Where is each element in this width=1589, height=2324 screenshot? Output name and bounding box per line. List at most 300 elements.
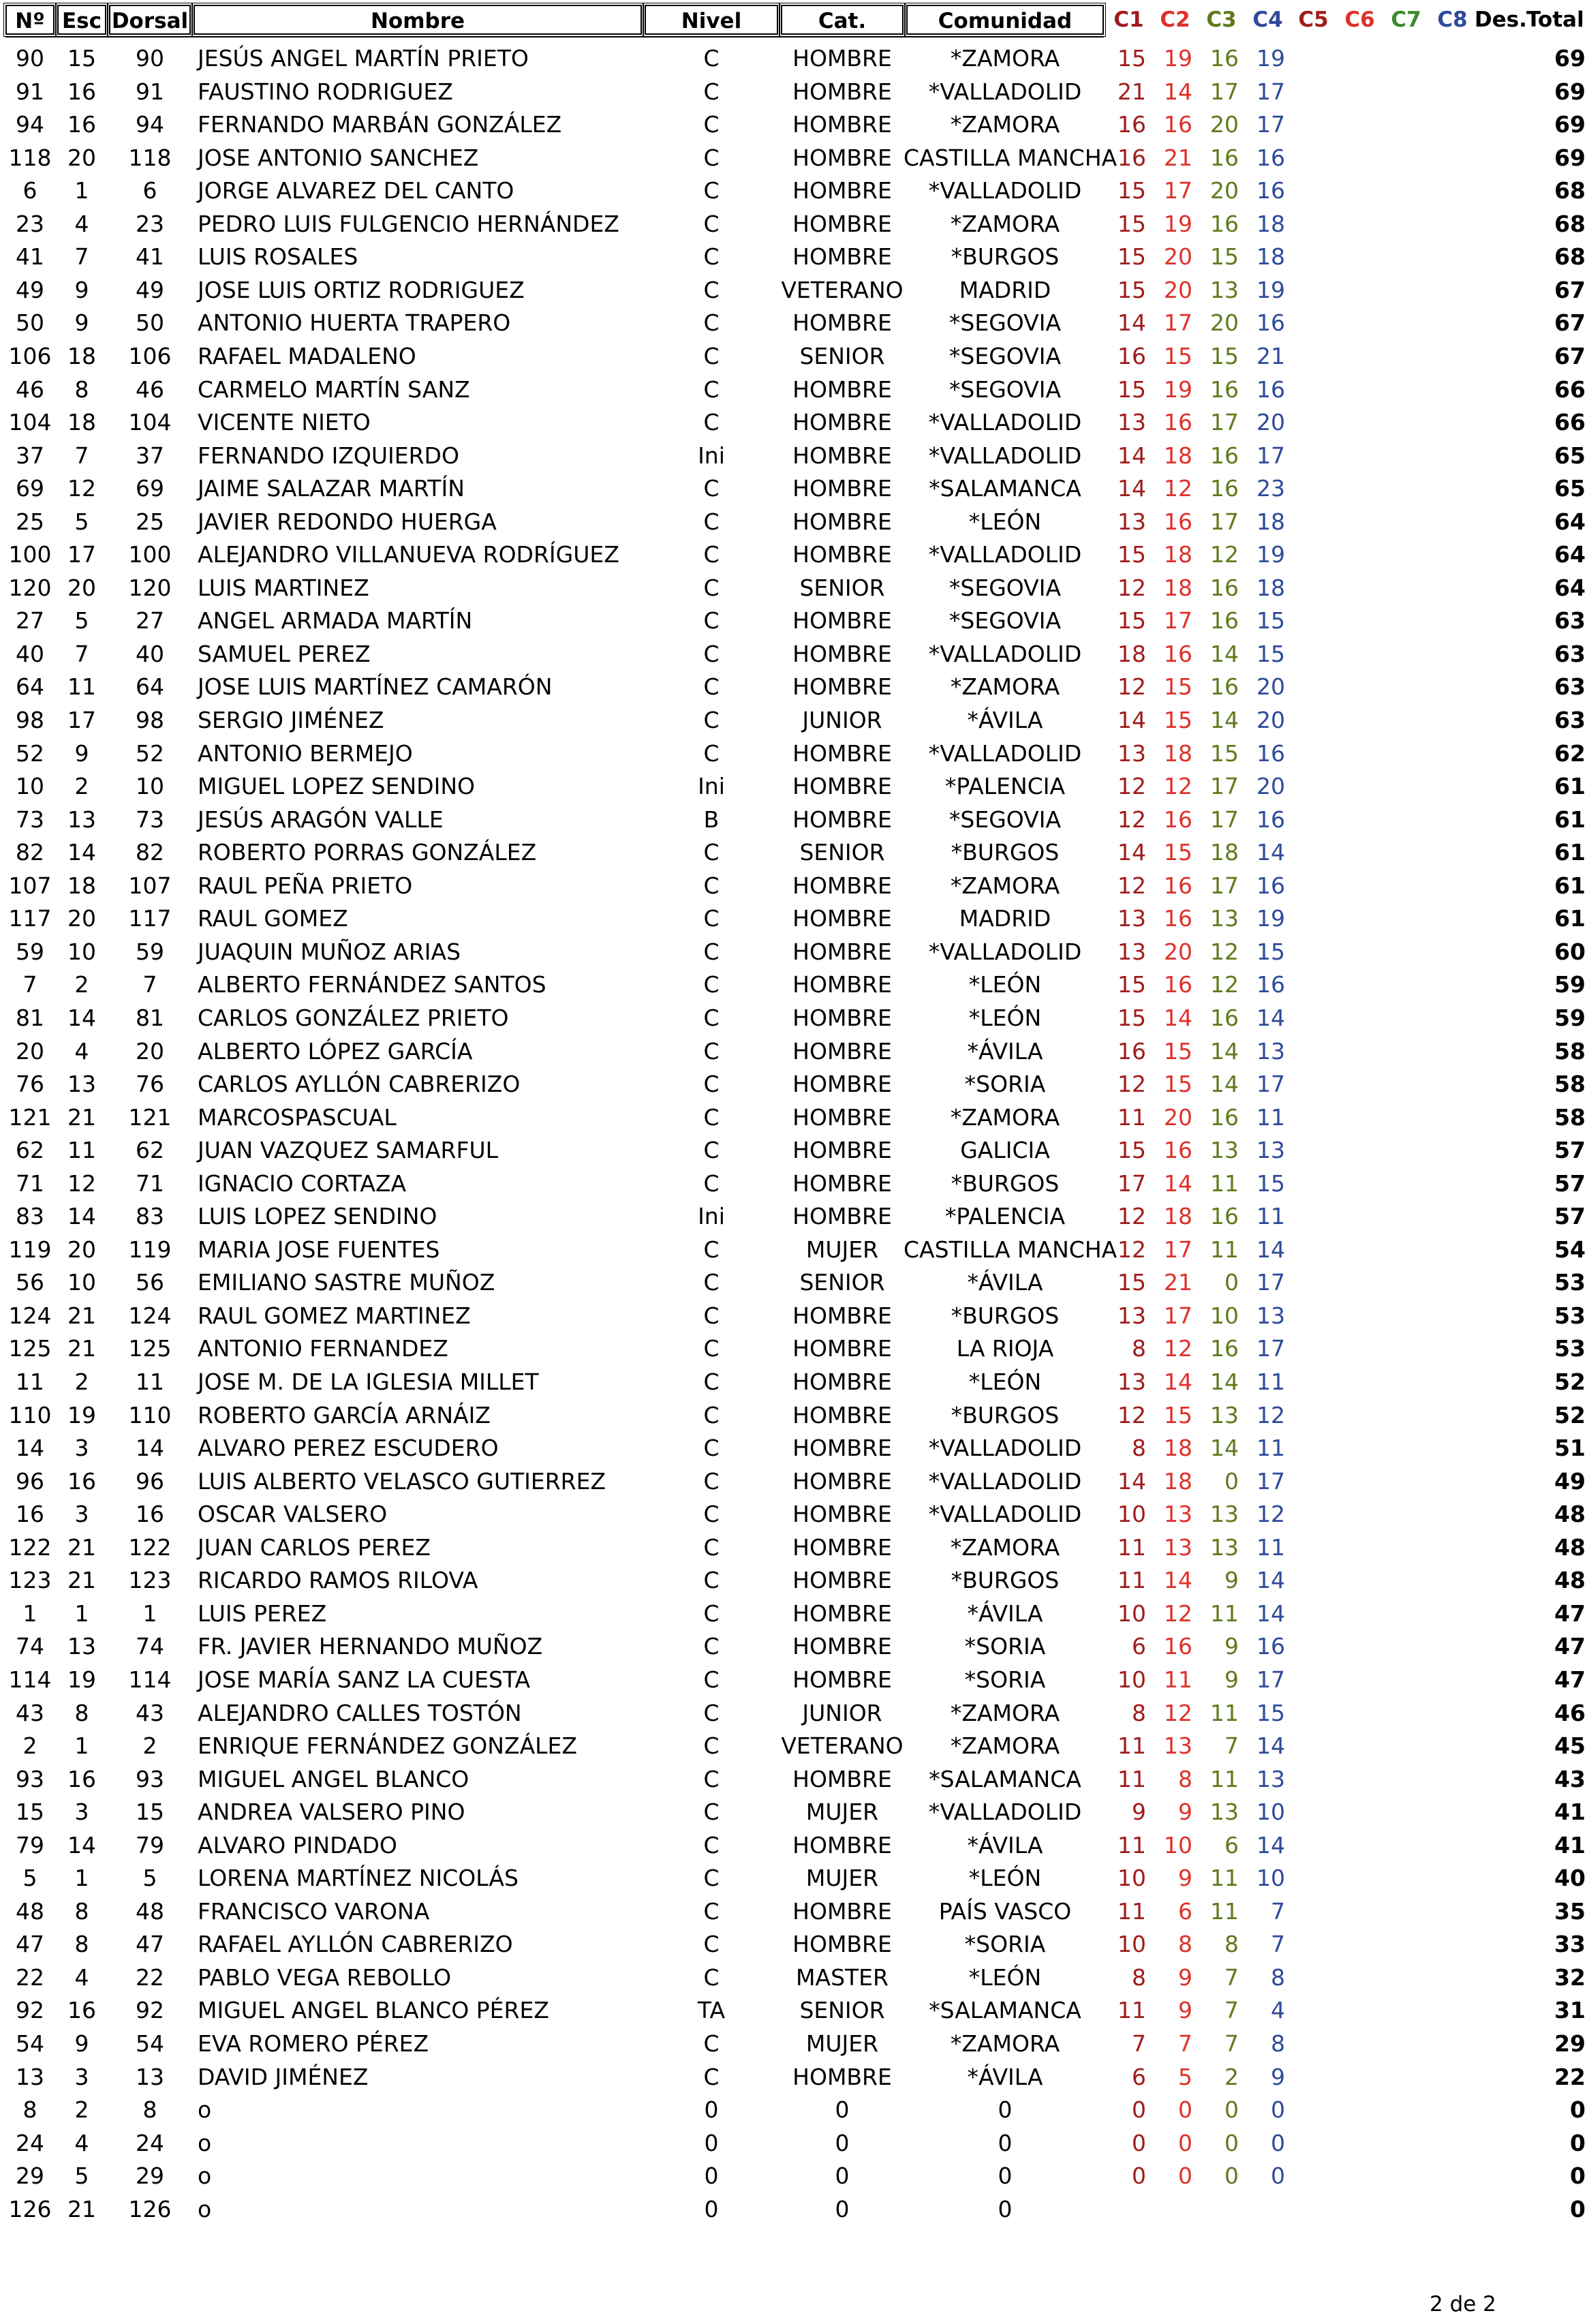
- cell-dorsal: 14: [136, 1435, 164, 1462]
- cell-nivel: C: [703, 1269, 720, 1296]
- cell-c3: 12: [1210, 938, 1239, 965]
- cell-nivel: C: [703, 78, 720, 105]
- cell-cat: HOMBRE: [792, 475, 892, 502]
- cell-dorsal: 76: [136, 1071, 164, 1098]
- cell-c3: 11: [1210, 1699, 1239, 1726]
- cell-esc: 12: [67, 1169, 96, 1197]
- cell-dorsal: 123: [128, 1567, 172, 1594]
- cell-c2: 20: [1164, 938, 1192, 965]
- cell-nombre: RAUL GOMEZ MARTINEZ: [198, 1302, 471, 1329]
- cell-c2: 16: [1164, 640, 1192, 667]
- cell-total: 49: [1554, 1467, 1586, 1495]
- cell-total: 60: [1554, 938, 1586, 965]
- cell-c1: 6: [1132, 1633, 1146, 1660]
- cell-c4: 16: [1256, 739, 1285, 767]
- cell-c4: 15: [1256, 938, 1285, 965]
- cell-cat: HOMBRE: [792, 1071, 892, 1098]
- cell-esc: 13: [67, 1633, 96, 1660]
- cell-c4: 17: [1256, 111, 1285, 138]
- cell-comunidad: PAÍS VASCO: [938, 1897, 1072, 1925]
- cell-dorsal: 5: [142, 1865, 157, 1892]
- cell-comunidad: *ÁVILA: [967, 707, 1043, 733]
- cell-c3: 7: [1224, 1963, 1239, 1991]
- cell-c1: 8: [1132, 1435, 1146, 1462]
- table-row: [0, 804, 1586, 837]
- table-row: [0, 1597, 1586, 1631]
- cell-dorsal: 22: [136, 1963, 164, 1991]
- cell-esc: 1: [74, 1600, 89, 1627]
- cell-c2: 17: [1164, 177, 1192, 204]
- cell-cat: MUJER: [805, 1799, 879, 1826]
- table-row: [0, 2193, 1586, 2227]
- cell-cat: HOMBRE: [792, 739, 892, 767]
- cell-esc: 7: [74, 640, 89, 667]
- table-row: [0, 506, 1586, 539]
- cell-cat: HOMBRE: [792, 1633, 892, 1660]
- cell-total: 69: [1554, 111, 1586, 138]
- cell-dorsal: 16: [136, 1501, 164, 1528]
- cell-dorsal: 43: [136, 1699, 164, 1726]
- cell-n: 43: [16, 1699, 44, 1726]
- cell-dorsal: 13: [136, 2063, 164, 2090]
- header-c2: C2: [1160, 7, 1190, 32]
- cell-nivel: C: [703, 144, 720, 171]
- cell-nombre: ANTONIO BERMEJO: [198, 739, 413, 767]
- cell-c3: 16: [1210, 210, 1239, 237]
- cell-esc: 3: [74, 1799, 89, 1826]
- cell-nivel: C: [703, 2063, 720, 2090]
- cell-esc: 7: [74, 243, 89, 271]
- cell-c4: 15: [1256, 1699, 1285, 1726]
- cell-c2: 19: [1164, 210, 1192, 237]
- cell-comunidad: *ZAMORA: [950, 673, 1060, 701]
- cell-c2: 12: [1164, 475, 1192, 502]
- cell-n: 90: [16, 45, 44, 72]
- cell-cat: HOMBRE: [792, 1533, 892, 1561]
- cell-total: 68: [1554, 243, 1586, 271]
- cell-nombre: LUIS LOPEZ SENDINO: [198, 1203, 437, 1230]
- cell-total: 22: [1554, 2063, 1586, 2090]
- cell-esc: 16: [67, 1997, 96, 2024]
- cell-c3: 0: [1224, 2129, 1239, 2156]
- cell-dorsal: 41: [136, 243, 164, 271]
- cell-c1: 6: [1132, 2063, 1146, 2090]
- cell-dorsal: 15: [136, 1799, 164, 1826]
- cell-c2: 15: [1164, 673, 1192, 701]
- cell-nivel: C: [703, 508, 720, 535]
- cell-nombre: MARCOSPASCUAL: [198, 1103, 397, 1131]
- cell-nivel: C: [703, 1071, 720, 1098]
- cell-c4: 11: [1256, 1435, 1285, 1462]
- header-c4: C4: [1252, 7, 1283, 32]
- cell-c1: 13: [1117, 508, 1146, 535]
- cell-cat: HOMBRE: [792, 376, 892, 403]
- cell-cat: HOMBRE: [792, 1765, 892, 1792]
- cell-nombre: PABLO VEGA REBOLLO: [198, 1963, 452, 1991]
- cell-c4: 13: [1256, 1765, 1285, 1792]
- header-c1: C1: [1113, 7, 1144, 32]
- cell-c1: 10: [1117, 1501, 1146, 1528]
- table-row: [0, 1895, 1586, 1929]
- cell-nivel: C: [703, 276, 720, 303]
- cell-c3: 13: [1210, 1137, 1239, 1164]
- cell-n: 47: [16, 1931, 44, 1958]
- cell-c4: 8: [1271, 1963, 1285, 1991]
- cell-comunidad: *VALLADOLID: [928, 442, 1082, 469]
- cell-comunidad: *ZAMORA: [950, 111, 1060, 138]
- cell-c1: 12: [1117, 1071, 1146, 1098]
- cell-comunidad: 0: [998, 2129, 1013, 2156]
- header-divider: [5, 36, 1104, 37]
- cell-c1: 18: [1117, 640, 1146, 667]
- cell-cat: HOMBRE: [792, 1037, 892, 1065]
- cell-nivel: C: [703, 177, 720, 204]
- cell-nivel: C: [703, 210, 720, 237]
- cell-nivel: C: [703, 1169, 720, 1197]
- table-row: [0, 1332, 1586, 1366]
- cell-nivel: C: [703, 243, 720, 271]
- table-row: [0, 1564, 1586, 1597]
- cell-nombre: JUAN CARLOS PEREZ: [198, 1533, 431, 1561]
- cell-comunidad: *BURGOS: [951, 1401, 1060, 1428]
- cell-n: 104: [8, 409, 52, 436]
- table-row: [0, 2061, 1586, 2094]
- cell-c4: 14: [1256, 1732, 1285, 1760]
- cell-dorsal: 90: [136, 45, 164, 72]
- cell-c3: 0: [1224, 1467, 1239, 1495]
- cell-esc: 3: [74, 2063, 89, 2090]
- cell-c3: 13: [1210, 1533, 1239, 1561]
- cell-total: 57: [1554, 1137, 1586, 1164]
- cell-c2: 18: [1164, 541, 1192, 568]
- cell-c4: 17: [1256, 78, 1285, 105]
- cell-esc: 16: [67, 78, 96, 105]
- cell-cat: HOMBRE: [792, 1567, 892, 1594]
- cell-n: 23: [16, 210, 44, 237]
- cell-total: 53: [1554, 1302, 1586, 1329]
- cell-esc: 1: [74, 1732, 89, 1760]
- cell-c4: 14: [1256, 1831, 1285, 1859]
- cell-c4: 18: [1256, 508, 1285, 535]
- cell-comunidad: 0: [998, 2162, 1013, 2190]
- table-row: [0, 737, 1586, 771]
- cell-c3: 16: [1210, 574, 1239, 601]
- cell-esc: 13: [67, 806, 96, 833]
- cell-total: 58: [1554, 1071, 1586, 1098]
- cell-c2: 15: [1164, 1071, 1192, 1098]
- cell-dorsal: 46: [136, 376, 164, 403]
- cell-c4: 17: [1256, 1335, 1285, 1362]
- cell-c4: 15: [1256, 607, 1285, 634]
- cell-nombre: CARLOS AYLLÓN CABRERIZO: [198, 1071, 521, 1098]
- cell-esc: 8: [74, 376, 89, 403]
- cell-c3: 0: [1224, 2096, 1239, 2124]
- page-number: 2 de 2: [1430, 2292, 1496, 2317]
- cell-total: 61: [1554, 773, 1586, 800]
- cell-nivel: C: [703, 45, 720, 72]
- cell-total: 65: [1554, 442, 1586, 469]
- cell-esc: 3: [74, 1435, 89, 1462]
- cell-c3: 11: [1210, 1865, 1239, 1892]
- cell-c3: 9: [1224, 1633, 1239, 1660]
- table-row: [0, 1763, 1586, 1796]
- header-total: Total: [1526, 7, 1584, 32]
- cell-c3: 11: [1210, 1169, 1239, 1197]
- header-c8: C8: [1437, 7, 1468, 32]
- cell-c4: 11: [1256, 1533, 1285, 1561]
- cell-esc: 4: [74, 1037, 89, 1065]
- cell-c1: 10: [1117, 1666, 1146, 1693]
- cell-n: 27: [16, 607, 44, 634]
- cell-c3: 13: [1210, 276, 1239, 303]
- cell-esc: 13: [67, 1071, 96, 1098]
- cell-esc: 16: [67, 111, 96, 138]
- cell-comunidad: *VALLADOLID: [928, 1799, 1082, 1826]
- cell-cat: SENIOR: [799, 1997, 885, 2024]
- cell-nombre: JORGE ALVAREZ DEL CANTO: [198, 177, 514, 204]
- cell-c4: 19: [1256, 905, 1285, 932]
- cell-esc: 21: [67, 1302, 96, 1329]
- cell-cat: HOMBRE: [792, 1169, 892, 1197]
- cell-n: 8: [22, 2096, 37, 2124]
- cell-c1: 12: [1117, 1401, 1146, 1428]
- cell-c3: 16: [1210, 1335, 1239, 1362]
- cell-c2: 18: [1164, 442, 1192, 469]
- cell-n: 122: [8, 1533, 52, 1561]
- cell-comunidad: *ZAMORA: [950, 1103, 1060, 1131]
- cell-nombre: IGNACIO CORTAZA: [198, 1169, 407, 1197]
- cell-nivel: C: [703, 309, 720, 337]
- cell-c3: 15: [1210, 243, 1239, 271]
- cell-c1: 11: [1117, 1567, 1146, 1594]
- cell-nivel: C: [703, 938, 720, 965]
- cell-c3: 14: [1210, 1435, 1239, 1462]
- cell-comunidad: *BURGOS: [951, 1169, 1060, 1197]
- cell-c4: 20: [1256, 673, 1285, 701]
- cell-cat: HOMBRE: [792, 1666, 892, 1693]
- table-row: [0, 836, 1586, 870]
- cell-comunidad: *VALLADOLID: [928, 541, 1082, 568]
- cell-dorsal: 91: [136, 78, 164, 105]
- cell-c3: 10: [1210, 1302, 1239, 1329]
- cell-cat: HOMBRE: [792, 1467, 892, 1495]
- cell-total: 47: [1554, 1666, 1586, 1693]
- table-row: [0, 1465, 1586, 1499]
- cell-nombre: RAFAEL MADALENO: [198, 342, 416, 369]
- cell-total: 61: [1554, 905, 1586, 932]
- cell-c4: 4: [1271, 1997, 1285, 2024]
- cell-total: 41: [1554, 1799, 1586, 1826]
- cell-c4: 19: [1256, 541, 1285, 568]
- cell-c2: 10: [1164, 1831, 1192, 1859]
- cell-cat: 0: [835, 2096, 850, 2124]
- cell-n: 2: [22, 1732, 37, 1760]
- cell-esc: 2: [74, 1369, 89, 1395]
- cell-c3: 7: [1224, 1997, 1239, 2024]
- cell-total: 35: [1554, 1897, 1586, 1925]
- cell-comunidad: LA RIOJA: [956, 1335, 1054, 1362]
- cell-comunidad: *VALLADOLID: [928, 1467, 1082, 1495]
- cell-c1: 11: [1117, 1897, 1146, 1925]
- cell-c2: 15: [1164, 707, 1192, 733]
- cell-n: 119: [8, 1236, 52, 1263]
- cell-dorsal: 1: [142, 1600, 157, 1627]
- cell-n: 59: [16, 938, 44, 965]
- cell-c3: 6: [1224, 1831, 1239, 1859]
- cell-total: 53: [1554, 1269, 1586, 1296]
- cell-nivel: Ini: [698, 442, 725, 469]
- table-row: [0, 406, 1586, 440]
- cell-c1: 15: [1117, 276, 1146, 303]
- cell-comunidad: *SEGOVIA: [948, 806, 1062, 833]
- cell-comunidad: *PALENCIA: [944, 1203, 1066, 1230]
- cell-cat: HOMBRE: [792, 1137, 892, 1164]
- cell-c1: 11: [1117, 1533, 1146, 1561]
- cell-comunidad: *BURGOS: [951, 839, 1060, 866]
- cell-c2: 20: [1164, 1103, 1192, 1131]
- cell-c1: 10: [1117, 1600, 1146, 1627]
- cell-nombre: ANDREA VALSERO PINO: [198, 1799, 465, 1826]
- cell-total: 61: [1554, 839, 1586, 866]
- cell-nivel: C: [703, 1732, 720, 1760]
- cell-nivel: C: [703, 1897, 720, 1925]
- cell-comunidad: *ZAMORA: [950, 210, 1060, 237]
- cell-c1: 12: [1117, 872, 1146, 899]
- cell-c4: 19: [1256, 276, 1285, 303]
- cell-nivel: C: [703, 1335, 720, 1362]
- table-row: [0, 174, 1586, 208]
- cell-esc: 18: [67, 409, 96, 436]
- cell-nivel: C: [703, 1435, 720, 1462]
- table-row: [0, 1068, 1586, 1101]
- cell-comunidad: *ÁVILA: [967, 2063, 1043, 2090]
- cell-dorsal: 100: [128, 541, 172, 568]
- table-row: [0, 1101, 1586, 1135]
- table-row: [0, 340, 1586, 373]
- cell-comunidad: CASTILLA MANCHA: [904, 1236, 1117, 1263]
- cell-c3: 2: [1224, 2063, 1239, 2090]
- table-row: [0, 1829, 1586, 1863]
- cell-nombre: RAFAEL AYLLÓN CABRERIZO: [198, 1931, 513, 1958]
- cell-n: 79: [16, 1831, 44, 1859]
- cell-total: 61: [1554, 806, 1586, 833]
- cell-cat: HOMBRE: [792, 607, 892, 634]
- cell-c1: 11: [1117, 1997, 1146, 2024]
- cell-nivel: Ini: [698, 1203, 725, 1230]
- cell-c2: 13: [1164, 1732, 1192, 1760]
- cell-c1: 12: [1117, 673, 1146, 701]
- cell-c1: 15: [1117, 45, 1146, 72]
- table-row: [0, 42, 1586, 76]
- cell-c3: 9: [1224, 1666, 1239, 1693]
- cell-c4: 10: [1256, 1865, 1285, 1892]
- table-row: [0, 241, 1586, 274]
- cell-dorsal: 20: [136, 1037, 164, 1065]
- cell-comunidad: *SALAMANCA: [929, 475, 1081, 502]
- cell-dorsal: 6: [142, 177, 157, 204]
- cell-comunidad: *ZAMORA: [950, 1533, 1060, 1561]
- cell-total: 63: [1554, 707, 1586, 733]
- cell-c3: 17: [1210, 806, 1239, 833]
- cell-dorsal: 98: [136, 707, 164, 733]
- cell-esc: 10: [67, 1269, 96, 1296]
- cell-n: 20: [16, 1037, 44, 1065]
- table-row: [0, 1432, 1586, 1465]
- cell-c4: 8: [1271, 2030, 1285, 2057]
- cell-cat: HOMBRE: [792, 442, 892, 469]
- cell-comunidad: *VALLADOLID: [928, 78, 1082, 105]
- cell-nombre: ANTONIO HUERTA TRAPERO: [198, 309, 511, 337]
- cell-c2: 12: [1164, 773, 1192, 800]
- cell-esc: 17: [67, 707, 96, 733]
- cell-c4: 15: [1256, 1169, 1285, 1197]
- cell-esc: 8: [74, 1897, 89, 1925]
- cell-nombre: JAVIER REDONDO HUERGA: [198, 508, 497, 535]
- cell-cat: JUNIOR: [802, 1699, 882, 1726]
- cell-c2: 16: [1164, 111, 1192, 138]
- cell-c1: 15: [1117, 243, 1146, 271]
- cell-c2: 18: [1164, 1435, 1192, 1462]
- cell-n: 114: [8, 1666, 52, 1693]
- cell-c4: 18: [1256, 210, 1285, 237]
- cell-cat: HOMBRE: [792, 1401, 892, 1428]
- cell-c3: 13: [1210, 1799, 1239, 1826]
- cell-c2: 12: [1164, 1335, 1192, 1362]
- cell-c2: 15: [1164, 1401, 1192, 1428]
- table-row: [0, 1200, 1586, 1234]
- cell-cat: VETERANO: [781, 1732, 904, 1760]
- cell-esc: 8: [74, 1699, 89, 1726]
- cell-dorsal: 82: [136, 839, 164, 866]
- cell-cat: HOMBRE: [792, 144, 892, 171]
- cell-cat: HOMBRE: [792, 45, 892, 72]
- cell-dorsal: 119: [128, 1236, 172, 1263]
- cell-dorsal: 106: [128, 342, 172, 369]
- cell-n: 71: [16, 1169, 44, 1197]
- cell-cat: HOMBRE: [792, 1004, 892, 1031]
- cell-dorsal: 23: [136, 210, 164, 237]
- cell-nivel: C: [703, 1501, 720, 1528]
- cell-nivel: C: [703, 1567, 720, 1594]
- cell-c4: 23: [1256, 475, 1285, 502]
- cell-cat: HOMBRE: [792, 309, 892, 337]
- cell-nivel: C: [703, 607, 720, 634]
- cell-total: 48: [1554, 1567, 1586, 1594]
- cell-n: 37: [16, 442, 44, 469]
- cell-c1: 14: [1117, 442, 1146, 469]
- cell-esc: 5: [74, 2162, 89, 2190]
- cell-esc: 8: [74, 1931, 89, 1958]
- cell-c2: 20: [1164, 276, 1192, 303]
- cell-total: 51: [1554, 1435, 1586, 1462]
- cell-c3: 17: [1210, 508, 1239, 535]
- cell-c1: 11: [1117, 1103, 1146, 1131]
- cell-nombre: MARIA JOSE FUENTES: [198, 1236, 440, 1263]
- cell-nivel: C: [703, 1401, 720, 1428]
- table-row: [0, 1796, 1586, 1829]
- cell-c2: 12: [1164, 1600, 1192, 1627]
- cell-total: 64: [1554, 541, 1586, 568]
- cell-c2: 14: [1164, 1369, 1192, 1395]
- cell-c2: 19: [1164, 376, 1192, 403]
- cell-dorsal: 94: [136, 111, 164, 138]
- cell-cat: HOMBRE: [792, 210, 892, 237]
- cell-n: 100: [8, 541, 52, 568]
- cell-c1: 16: [1117, 144, 1146, 171]
- cell-cat: HOMBRE: [792, 508, 892, 535]
- cell-total: 0: [1570, 2096, 1586, 2124]
- cell-c2: 20: [1164, 243, 1192, 271]
